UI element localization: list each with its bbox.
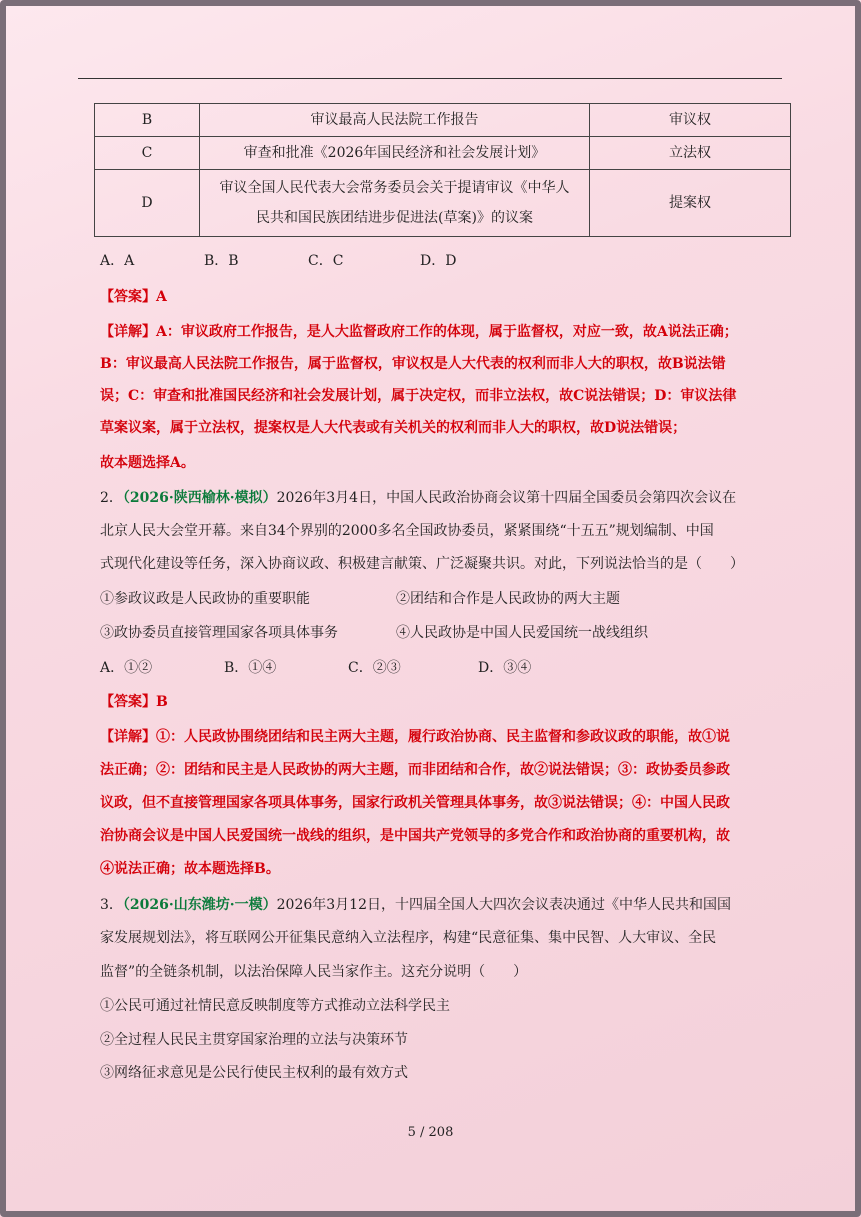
content-cell bbox=[200, 170, 590, 237]
q2-stem-line: 北京人民大会堂开幕。来自34个界别的2000多名全国政协委员，紧紧围绕“十五五”规划编制、中国 bbox=[100, 523, 714, 539]
table-row bbox=[95, 170, 791, 237]
q1-detail-line: 误；C：审查和批准国民经济和社会发展计划，属于决定权，而非立法权，故C说法错误；D：审议法律 bbox=[100, 388, 737, 404]
power-cell: 提案权 bbox=[590, 170, 791, 237]
statement: ③政协委员直接管理国家各项具体事务 bbox=[100, 625, 338, 641]
q3-stem-text: 2026年3月12日，十四届全国人大四次会议表决通过《中华人民共和国国 bbox=[276, 897, 731, 913]
q2-stem-text: 2026年3月4日，中国人民政治协商会议第十四届全国委员会第四次会议在 bbox=[276, 490, 737, 506]
choice: D．③④ bbox=[478, 660, 532, 676]
q3-stem-line: 监督”的全链条机制，以法治保障人民当家作主。这充分说明（ ） bbox=[100, 964, 528, 980]
option-cell: C bbox=[95, 137, 200, 170]
statement: ②全过程人民民主贯穿国家治理的立法与决策环节 bbox=[100, 1032, 408, 1048]
q1-choices bbox=[100, 250, 790, 270]
q2-detail-line: 议政，但不直接管理国家各项具体事务，国家行政机关管理具体事务，故③说法错误；④：中国人民政 bbox=[100, 795, 730, 811]
option-cell: B bbox=[95, 104, 200, 137]
table-row bbox=[95, 104, 791, 137]
q2-stem-line: 式现代化建设等任务，深入协商议政、积极建言献策、广泛凝聚共识。对此，下列说法恰当的是（ ） bbox=[100, 556, 744, 572]
choice: D．D bbox=[420, 253, 457, 269]
choice: B．B bbox=[204, 253, 239, 269]
q2-detail-line: ④说法正确；故本题选择B。 bbox=[100, 861, 280, 877]
choice: C．②③ bbox=[348, 660, 401, 676]
q1-detail-line: 故本题选择A。 bbox=[100, 455, 195, 471]
table-row bbox=[95, 137, 791, 170]
choice: A．A bbox=[100, 253, 135, 269]
q2-statements-row bbox=[100, 588, 790, 608]
q3-number: 3． bbox=[100, 897, 123, 913]
q2-stem-line bbox=[100, 487, 790, 507]
q2-detail-line: 【详解】①：人民政协围绕团结和民主两大主题，履行政治协商、民主监督和参政议政的职能，故①说 bbox=[100, 729, 730, 745]
power-cell: 立法权 bbox=[590, 137, 791, 170]
q2-answer: 【答案】B bbox=[100, 694, 168, 710]
statement: ①参政议政是人民政协的重要职能 bbox=[100, 591, 310, 607]
statement: ④人民政协是中国人民爱国统一战线组织 bbox=[396, 625, 648, 641]
option-cell: D bbox=[95, 170, 200, 237]
statement: ②团结和合作是人民政协的两大主题 bbox=[396, 591, 620, 607]
options-table bbox=[94, 103, 791, 237]
q1-detail-line: 草案议案，属于立法权，提案权是人大代表或有关机关的权利而非人大的职权，故D说法错误； bbox=[100, 420, 687, 436]
q3-source: （2026·山东潍坊·一模） bbox=[122, 897, 277, 913]
q2-statements-row bbox=[100, 622, 790, 642]
content-cell: 审查和批准《2026年国民经济和社会发展计划》 bbox=[200, 137, 590, 170]
statement: ①公民可通过社情民意反映制度等方式推动立法科学民主 bbox=[100, 998, 450, 1014]
q3-stem-line bbox=[100, 894, 790, 914]
q2-detail-line: 法正确；②：团结和民主是人民政协的两大主题，而非团结和合作，故②说法错误；③：政协委员参政 bbox=[100, 762, 730, 778]
q2-choices bbox=[100, 657, 790, 677]
q1-detail-line: 【详解】A：审议政府工作报告，是人大监督政府工作的体现，属于监督权，对应一致，故A说法正确； bbox=[100, 324, 738, 340]
q1-detail-line: B：审议最高人民法院工作报告，属于监督权，审议权是人大代表的权利而非人大的职权，故B说法错 bbox=[100, 356, 726, 372]
power-cell: 审议权 bbox=[590, 104, 791, 137]
content-line: 审议全国人民代表大会常务委员会关于提请审议《中华人 bbox=[219, 180, 570, 196]
q2-detail-line: 治协商会议是中国人民爱国统一战线的组织，是中国共产党领导的多党合作和政治协商的重要机构，故 bbox=[100, 828, 730, 844]
choice: C．C bbox=[308, 253, 344, 269]
q2-source: （2026·陕西榆林·模拟） bbox=[122, 490, 277, 506]
content-cell: 审议最高人民法院工作报告 bbox=[200, 104, 590, 137]
q3-stem-line: 家发展规划法》，将互联网公开征集民意纳入立法程序，构建“民意征集、集中民智、人大审议、全民 bbox=[100, 930, 717, 946]
choice: B．①④ bbox=[224, 660, 277, 676]
statement: ③网络征求意见是公民行使民主权利的最有效方式 bbox=[100, 1065, 408, 1081]
q1-answer: 【答案】A bbox=[100, 289, 167, 305]
choice: A．①② bbox=[100, 660, 153, 676]
page-number: 5 / 208 bbox=[407, 1125, 454, 1140]
header-rule bbox=[78, 78, 782, 79]
q2-number: 2． bbox=[100, 490, 123, 506]
content-line: 民共和国民族团结进步促进法(草案)》的议案 bbox=[256, 210, 533, 226]
